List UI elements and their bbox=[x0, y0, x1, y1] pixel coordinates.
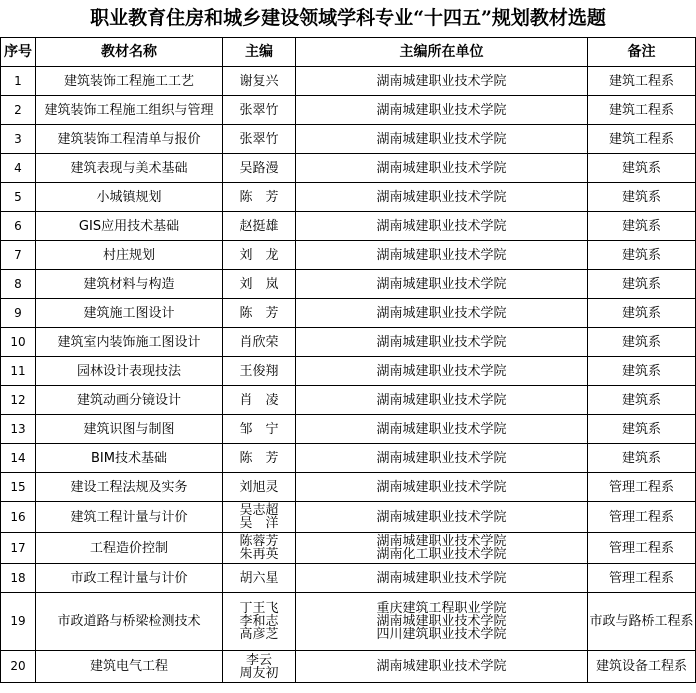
row-note: 建筑工程系 bbox=[588, 96, 696, 125]
row-name: 建筑动画分镜设计 bbox=[36, 386, 223, 415]
table-row bbox=[1, 154, 696, 183]
row-unit: 湖南城建职业技术学院 bbox=[296, 444, 588, 473]
row-no: 15 bbox=[1, 473, 36, 502]
row-note: 管理工程系 bbox=[588, 473, 696, 502]
row-editor: 陈 芳 bbox=[223, 444, 296, 473]
row-name: 建筑装饰工程施工组织与管理 bbox=[36, 96, 223, 125]
table-row bbox=[1, 357, 696, 386]
document-title: 职业教育住房和城乡建设领域学科专业“十四五”规划教材选题 bbox=[90, 7, 606, 29]
table-row bbox=[1, 473, 696, 502]
row-editor: 刘 龙 bbox=[223, 241, 296, 270]
row-editor: 胡六星 bbox=[223, 564, 296, 593]
row-editor: 赵挺雄 bbox=[223, 212, 296, 241]
row-name: 工程造价控制 bbox=[36, 533, 223, 564]
row-editor bbox=[223, 651, 296, 683]
row-note: 建筑系 bbox=[588, 212, 696, 241]
row-no: 3 bbox=[1, 125, 36, 154]
row-no: 2 bbox=[1, 96, 36, 125]
table-row bbox=[1, 183, 696, 212]
row-name: 小城镇规划 bbox=[36, 183, 223, 212]
table-row bbox=[1, 415, 696, 444]
row-note: 建筑系 bbox=[588, 415, 696, 444]
row-name: 建筑材料与构造 bbox=[36, 270, 223, 299]
row-note: 建筑系 bbox=[588, 444, 696, 473]
editor-name: 高彦芝 bbox=[239, 627, 279, 642]
table-row bbox=[1, 299, 696, 328]
editor-name: 李和志 bbox=[239, 614, 279, 629]
row-no: 11 bbox=[1, 357, 36, 386]
row-editor: 肖 凌 bbox=[223, 386, 296, 415]
row-no: 19 bbox=[1, 593, 36, 651]
row-editor: 谢复兴 bbox=[223, 67, 296, 96]
row-unit: 湖南城建职业技术学院 bbox=[296, 183, 588, 212]
row-editor: 张翠竹 bbox=[223, 125, 296, 154]
row-note: 建筑系 bbox=[588, 270, 696, 299]
row-unit: 湖南城建职业技术学院 bbox=[296, 241, 588, 270]
row-name: 建筑装饰工程施工工艺 bbox=[36, 67, 223, 96]
row-editor: 张翠竹 bbox=[223, 96, 296, 125]
row-no: 17 bbox=[1, 533, 36, 564]
row-editor: 陈 芳 bbox=[223, 183, 296, 212]
header-name: 教材名称 bbox=[36, 38, 223, 67]
row-note: 市政与路桥工程系 bbox=[588, 593, 696, 651]
row-name: 建筑室内装饰施工图设计 bbox=[36, 328, 223, 357]
editor-name: 朱再英 bbox=[239, 547, 279, 562]
row-no: 7 bbox=[1, 241, 36, 270]
row-name: 市政道路与桥梁检测技术 bbox=[36, 593, 223, 651]
row-note: 建筑系 bbox=[588, 241, 696, 270]
row-unit bbox=[296, 533, 588, 564]
row-no: 12 bbox=[1, 386, 36, 415]
row-no: 10 bbox=[1, 328, 36, 357]
row-unit bbox=[296, 593, 588, 651]
editor-name: 丁王飞 bbox=[239, 601, 279, 616]
row-editor: 吴路漫 bbox=[223, 154, 296, 183]
row-editor bbox=[223, 593, 296, 651]
row-note: 建筑系 bbox=[588, 328, 696, 357]
row-no: 4 bbox=[1, 154, 36, 183]
table-row bbox=[1, 444, 696, 473]
table-row bbox=[1, 125, 696, 154]
row-note: 建筑设备工程系 bbox=[588, 651, 696, 683]
row-note: 建筑系 bbox=[588, 299, 696, 328]
row-note: 建筑系 bbox=[588, 386, 696, 415]
row-name: 建筑工程计量与计价 bbox=[36, 502, 223, 533]
editor-name: 吴志超 bbox=[239, 503, 279, 518]
table-row bbox=[1, 533, 696, 564]
row-name: 市政工程计量与计价 bbox=[36, 564, 223, 593]
row-no: 1 bbox=[1, 67, 36, 96]
row-note: 建筑系 bbox=[588, 357, 696, 386]
row-no: 14 bbox=[1, 444, 36, 473]
header-editor: 主编 bbox=[223, 38, 296, 67]
row-name: 村庄规划 bbox=[36, 241, 223, 270]
table-row bbox=[1, 564, 696, 593]
row-name: GIS应用技术基础 bbox=[36, 212, 223, 241]
row-no: 9 bbox=[1, 299, 36, 328]
row-note: 管理工程系 bbox=[588, 564, 696, 593]
unit-name: 湖南城建职业技术学院 bbox=[376, 534, 507, 549]
editor-name: 吴 洋 bbox=[239, 516, 279, 531]
row-unit: 湖南城建职业技术学院 bbox=[296, 125, 588, 154]
row-unit: 湖南城建职业技术学院 bbox=[296, 415, 588, 444]
row-unit: 湖南城建职业技术学院 bbox=[296, 357, 588, 386]
row-note: 管理工程系 bbox=[588, 502, 696, 533]
row-name: 建筑装饰工程清单与报价 bbox=[36, 125, 223, 154]
row-unit: 湖南城建职业技术学院 bbox=[296, 67, 588, 96]
row-no: 5 bbox=[1, 183, 36, 212]
row-no: 20 bbox=[1, 651, 36, 683]
row-editor bbox=[223, 533, 296, 564]
row-note: 建筑工程系 bbox=[588, 67, 696, 96]
table-row bbox=[1, 386, 696, 415]
row-editor: 王俊翔 bbox=[223, 357, 296, 386]
row-note: 建筑工程系 bbox=[588, 125, 696, 154]
row-name: BIM技术基础 bbox=[36, 444, 223, 473]
editor-name: 陈蓉芳 bbox=[239, 534, 279, 549]
table-row bbox=[1, 270, 696, 299]
header-no: 序号 bbox=[1, 38, 36, 67]
unit-name: 湖南城建职业技术学院 bbox=[376, 614, 507, 629]
row-unit: 湖南城建职业技术学院 bbox=[296, 299, 588, 328]
row-unit: 湖南城建职业技术学院 bbox=[296, 96, 588, 125]
row-note: 建筑系 bbox=[588, 154, 696, 183]
table-row bbox=[1, 651, 696, 683]
row-note: 建筑系 bbox=[588, 183, 696, 212]
editor-name: 李云 bbox=[245, 652, 272, 668]
row-unit: 湖南城建职业技术学院 bbox=[296, 564, 588, 593]
row-unit: 湖南城建职业技术学院 bbox=[296, 651, 588, 683]
row-unit: 湖南城建职业技术学院 bbox=[296, 502, 588, 533]
row-editor: 刘旭灵 bbox=[223, 473, 296, 502]
row-name: 建筑识图与制图 bbox=[36, 415, 223, 444]
row-no: 13 bbox=[1, 415, 36, 444]
row-unit: 湖南城建职业技术学院 bbox=[296, 328, 588, 357]
row-unit: 湖南城建职业技术学院 bbox=[296, 212, 588, 241]
row-name: 建筑施工图设计 bbox=[36, 299, 223, 328]
textbook-table bbox=[0, 37, 696, 683]
unit-name: 湖南化工职业技术学院 bbox=[376, 547, 507, 562]
table-row bbox=[1, 241, 696, 270]
row-editor: 邹 宁 bbox=[223, 415, 296, 444]
row-no: 16 bbox=[1, 502, 36, 533]
row-unit: 湖南城建职业技术学院 bbox=[296, 154, 588, 183]
unit-name: 重庆建筑工程职业学院 bbox=[376, 601, 507, 616]
row-editor: 刘 岚 bbox=[223, 270, 296, 299]
row-name: 建设工程法规及实务 bbox=[36, 473, 223, 502]
editor-name: 周友初 bbox=[239, 665, 279, 681]
header-row bbox=[1, 38, 696, 67]
row-editor bbox=[223, 502, 296, 533]
row-unit: 湖南城建职业技术学院 bbox=[296, 473, 588, 502]
table-row bbox=[1, 328, 696, 357]
row-editor: 陈 芳 bbox=[223, 299, 296, 328]
table-row bbox=[1, 212, 696, 241]
row-no: 18 bbox=[1, 564, 36, 593]
header-unit: 主编所在单位 bbox=[296, 38, 588, 67]
row-name: 建筑表现与美术基础 bbox=[36, 154, 223, 183]
header-note: 备注 bbox=[588, 38, 696, 67]
row-unit: 湖南城建职业技术学院 bbox=[296, 270, 588, 299]
row-no: 6 bbox=[1, 212, 36, 241]
table-row bbox=[1, 96, 696, 125]
row-name: 建筑电气工程 bbox=[36, 651, 223, 683]
row-editor: 肖欣荣 bbox=[223, 328, 296, 357]
unit-name: 四川建筑职业技术学院 bbox=[376, 627, 507, 642]
row-unit: 湖南城建职业技术学院 bbox=[296, 386, 588, 415]
row-name: 园林设计表现技法 bbox=[36, 357, 223, 386]
table-row bbox=[1, 67, 696, 96]
row-note: 管理工程系 bbox=[588, 533, 696, 564]
row-no: 8 bbox=[1, 270, 36, 299]
table-row bbox=[1, 502, 696, 533]
table-row bbox=[1, 593, 696, 651]
